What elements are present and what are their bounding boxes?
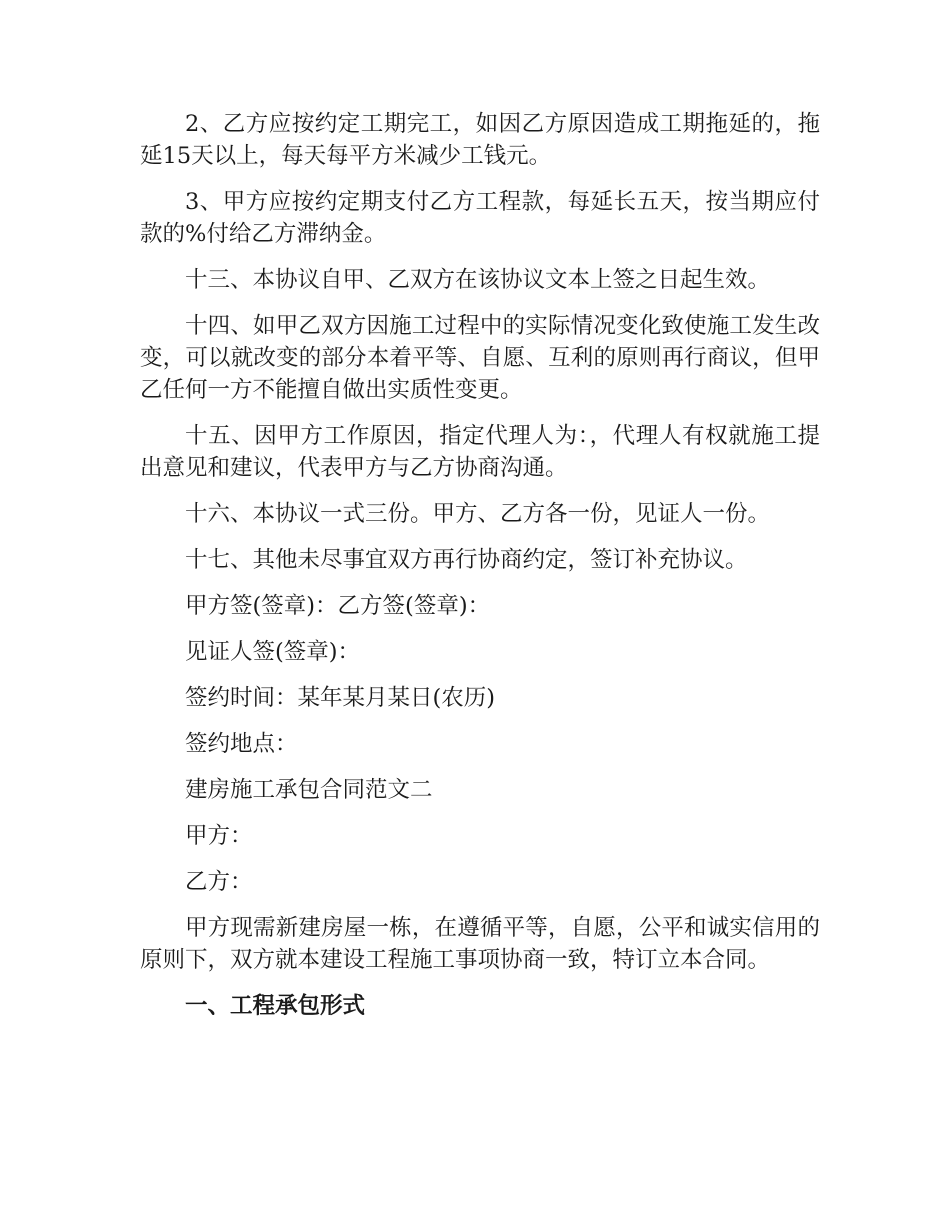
signing-place: 签约地点： [185, 731, 298, 757]
clause-2-delay-penalty: 2、乙方应按约定工期完工，如因乙方原因造成工期拖延的，拖延15天以上，每天每平方米减少工钱元。 [140, 111, 820, 169]
clause-13-effective: 十三、本协议自甲、乙双方在该协议文本上签之日起生效。 [185, 267, 771, 293]
clause-17-other: 十七、其他未尽事宜双方再行协商约定，签订补充协议。 [185, 547, 748, 573]
clause-3-payment-penalty: 3、甲方应按约定期支付乙方工程款，每延长五天，按当期应付款的%付给乙方滞纳金。 [140, 189, 820, 247]
signing-date: 签约时间：某年某月某日(农历) [185, 685, 496, 711]
clause-16-copies: 十六、本协议一式三份。甲方、乙方各一份，见证人一份。 [185, 501, 771, 527]
contract-preamble: 甲方现需新建房屋一栋，在遵循平等，自愿，公平和诚实信用的原则下，双方就本建设工程施工事项协商一致，特订立本合同。 [140, 915, 820, 973]
party-a: 甲方： [185, 823, 253, 849]
signature-parties: 甲方签(签章)：乙方签(签章)： [185, 593, 491, 619]
clause-14-changes: 十四、如甲乙双方因施工过程中的实际情况变化致使施工发生改变，可以就改变的部分本着平等、自愿、互利的原则再行商议，但甲乙任何一方不能擅自做出实质性变更。 [140, 313, 820, 403]
party-b: 乙方： [185, 869, 253, 895]
document-body [140, 108, 820, 1022]
clause-15-agent: 十五、因甲方工作原因，指定代理人为：，代理人有权就施工提出意见和建议，代表甲方与乙方协商沟通。 [140, 423, 820, 481]
section-heading: 一、工程承包形式 [185, 993, 366, 1019]
signature-witness: 见证人签(签章)： [185, 639, 361, 665]
contract-title-two: 建房施工承包合同范文二 [185, 777, 433, 803]
